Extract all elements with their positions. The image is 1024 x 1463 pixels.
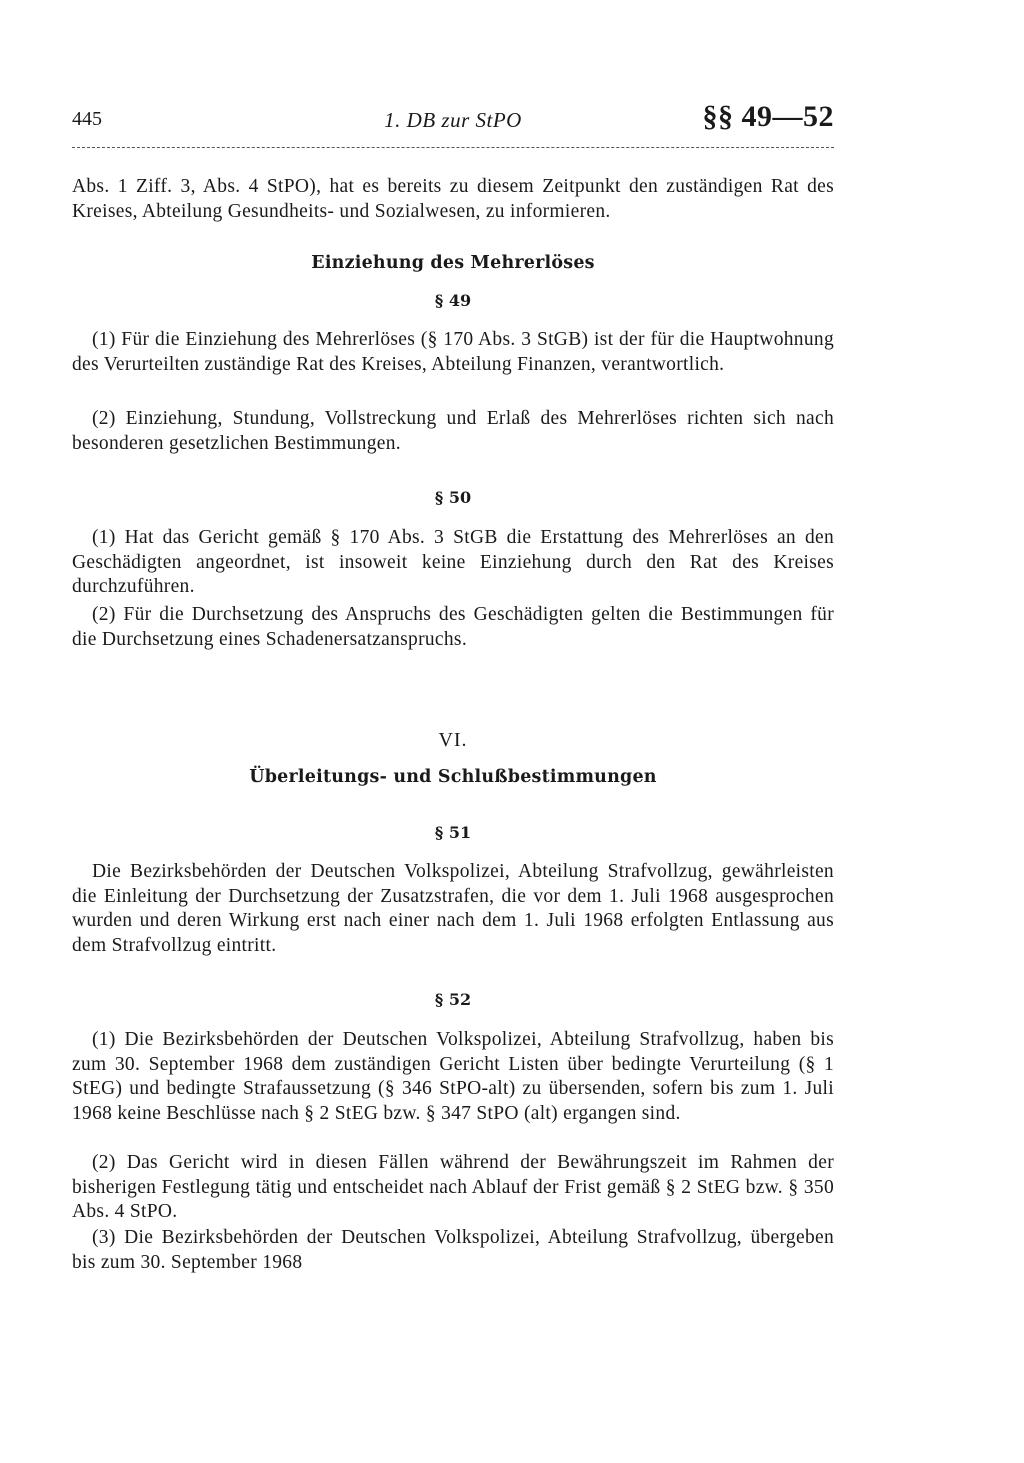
section-range: §§ 49—52 — [702, 100, 834, 133]
header-rule — [72, 147, 834, 148]
s51-paragraph-1: Die Bezirksbehörden der Deutschen Volkspolizei, Abteilung Strafvollzug, gewährleisten die Einleitung der Durchsetzung der Zusatzstrafen, die vor dem 1. Juli 1968 ausgesprochen wurden und deren Wirkung erst nach einer nach dem 1. Juli 1968 erfolgten Entlassung aus dem Strafvollzug eintritt. — [72, 861, 834, 956]
s50-paragraph-1: (1) Hat das Gericht gemäß § 170 Abs. 3 StGB die Erstattung des Mehrerlöses an den Geschädigten angeordnet, ist insoweit keine Einziehung durch den Rat des Kreises durchzuführen. — [72, 527, 834, 597]
s52-paragraph-2: (2) Das Gericht wird in diesen Fällen während der Bewährungszeit im Rahmen der bisherigen Festlegung tätig und entscheidet nach Ablauf der Frist gemäß § 2 StEG bzw. § 350 Abs. 4 StPO. — [72, 1152, 834, 1222]
s52-paragraph-3: (3) Die Bezirksbehörden der Deutschen Volkspolizei, Abteilung Strafvollzug, übergeben bis zum 30. September 1968 — [72, 1227, 834, 1273]
paragraph-sign-52: § 52 — [434, 990, 472, 1009]
s52-paragraph-1: (1) Die Bezirksbehörden der Deutschen Volkspolizei, Abteilung Strafvollzug, haben bis zum 30. September 1968 dem zuständigen Gericht Listen über bedingte Verurteilung (§ 1 StEG) und bedingte Strafaussetzung (§ 346 StPO-alt) zu übersenden, sofern bis zum 1. Juli 1968 keine Beschlüsse nach § 2 StEG bzw. § 347 StPO (alt) ergangen sind. — [72, 1029, 834, 1124]
part-number: VI. — [438, 729, 468, 751]
part-heading: Überleitungs- und Schlußbestimmungen — [249, 767, 657, 787]
s49-paragraph-1: (1) Für die Einziehung des Mehrerlöses (§ 170 Abs. 3 StGB) ist der für die Hauptwohnung des Verurteilten zuständige Rat des Kreises, Abteilung Finanzen, verantwortlich. — [72, 329, 834, 375]
s50-paragraph-2: (2) Für die Durchsetzung des Anspruchs des Geschädigten gelten die Bestimmungen für die Durchsetzung eines Schadenersatzanspruchs. — [72, 604, 834, 650]
page-number: 445 — [72, 108, 102, 130]
s49-paragraph-2: (2) Einziehung, Stundung, Vollstreckung und Erlaß des Mehrerlöses richten sich nach besonderen gesetzlichen Bestimmungen. — [72, 408, 834, 454]
paragraph-sign-49: § 49 — [434, 291, 472, 310]
section-heading-mehrerloes: Einziehung des Mehrerlöses — [311, 253, 595, 273]
paragraph-sign-50: § 50 — [434, 488, 472, 507]
running-title: 1. DB zur StPO — [384, 108, 522, 132]
intro-paragraph: Abs. 1 Ziff. 3, Abs. 4 StPO), hat es bereits zu diesem Zeitpunkt den zuständigen Rat des Kreises, Abteilung Gesundheits- und Sozialwesen, zu informieren. — [72, 176, 834, 222]
paragraph-sign-51: § 51 — [434, 823, 472, 842]
page-header — [72, 100, 834, 144]
